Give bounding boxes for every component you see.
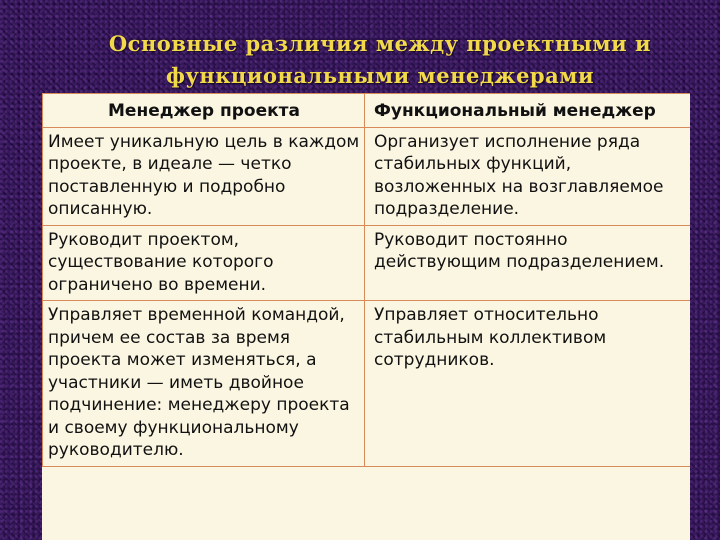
slide-title [60,28,700,92]
cell-project-manager: Руководит проектом, существование которого ограничено во времени. [43,225,365,301]
table-row [43,127,691,225]
table-header-row [43,94,691,128]
header-functional-manager: Функциональный менеджер [365,94,691,128]
cell-functional-manager: Управляет относительно стабильным коллективом сотрудников. [365,301,691,467]
table-row [43,225,691,301]
cell-project-manager: Управляет временной командой, причем ее состав за время проекта может изменяться, а участники — иметь двойное подчинение: менеджеру проекта и своему функциональному руководителю. [43,301,365,467]
cell-project-manager: Имеет уникальную цель в каждом проекте, в идеале — четко поставленную и подробно описанную. [43,127,365,225]
comparison-table [42,93,690,467]
slide-title-line-1: Основные различия между проектными и [108,31,652,56]
comparison-table-container [42,93,690,540]
cell-functional-manager: Руководит постоянно действующим подразделением. [365,225,691,301]
cell-functional-manager: Организует исполнение ряда стабильных функций, возложенных на возглавляемое подразделение. [365,127,691,225]
table-row [43,301,691,467]
slide-title-line-2: функциональными менеджерами [165,63,595,88]
header-project-manager: Менеджер проекта [43,94,365,128]
